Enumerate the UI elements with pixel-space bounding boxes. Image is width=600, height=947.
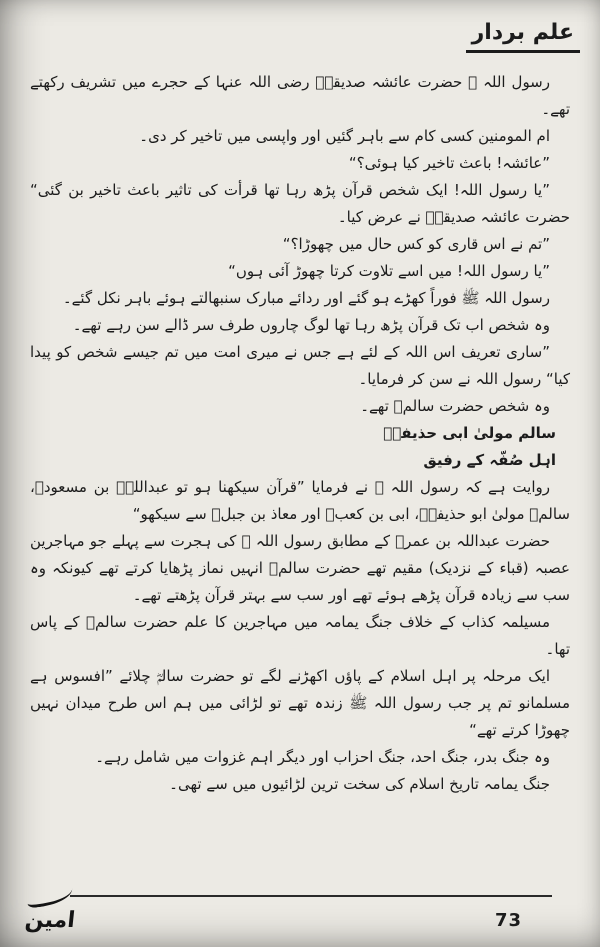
page-body-text: [0, 53, 600, 798]
publisher-logo-text: امین: [23, 908, 77, 933]
footer-divider-line: [70, 895, 552, 897]
paragraph: مسیلمہ کذاب کے خلاف جنگ یمامہ میں مہاجرین کا علم حضرت سالمؓ کے پاس تھا۔: [30, 613, 570, 658]
publisher-logo: [22, 889, 78, 941]
paragraph: وہ شخص حضرت سالمؓ تھے۔: [360, 397, 550, 415]
paragraph: وہ جنگ بدر، جنگ احد، جنگ احزاب اور دیگر اہم غزوات میں شامل رہے۔: [95, 748, 550, 766]
page-number: 73: [494, 910, 522, 931]
paragraph: رسول اللہ ﷺ فوراً کھڑے ہو گئے اور ردائے مبارک سنبھالتے ہوئے باہر نکل گئے۔: [62, 289, 550, 307]
paragraph: روایت ہے کہ رسول اللہ ﷺ نے فرمایا ”قرآن سیکھنا ہو تو عبداللہؓ بن مسعودؓ، سالمؓ مولیٰ ابو حذیفہؓ، ابی بن کعبؓ اور معاذ بن جبلؓ سے سیکھو“: [30, 478, 570, 523]
subheading-salim-maula-abi-huzaifa: سالم مولیٰ ابی حذیفہؓ: [383, 424, 556, 442]
paragraph: ام المومنین کسی کام سے باہر گئیں اور واپسی میں تاخیر کر دی۔: [139, 127, 550, 145]
paragraph: رسول اللہ ﷺ حضرت عائشہ صدیقہؓ رضی اللہ عنہا کے حجرے میں تشریف رکھتے تھے۔: [30, 73, 570, 118]
page-header-title: علم بردار: [466, 20, 580, 53]
paragraph: وہ شخص اب تک قرآن پڑھ رہا تھا لوگ چاروں طرف سر ڈالے سن رہے تھے۔: [72, 316, 550, 334]
paragraph: جنگ یمامہ تاریخ اسلام کی سخت ترین لڑائیوں میں سے تھی۔: [169, 775, 550, 793]
paragraph: ”ساری تعریف اس اللہ کے لئے ہے جس نے میری امت میں تم جیسے شخص کو پیدا کیا“ رسول اللہ نے سن کر فرمایا۔: [30, 343, 570, 388]
paragraph: ”یا رسول اللہ! ایک شخص قرآن پڑھ رہا تھا قرأت کی تاثیر باعث تاخیر بن گئی“ حضرت عائشہ صدیقہؓ نے عرض کیا۔: [30, 181, 570, 226]
paragraph: حضرت عبداللہ بن عمرؓ کے مطابق رسول اللہ ﷺ کی ہجرت سے پہلے جو مہاجرین عصبہ (قباء کے نزدیک) مقیم تھے حضرت سالمؓ انہیں نماز پڑھایا کرتے تھے کیونکہ وہ سب سے زیادہ قرآن پڑھے ہوئے تھے اور سب سے بہتر قرآن پڑھتے تھے۔: [30, 532, 570, 604]
page-header: [0, 0, 600, 53]
paragraph: ”یا رسول اللہ! میں اسے تلاوت کرتا چھوڑ آئی ہوں“: [228, 262, 550, 280]
paragraph: ایک مرحلہ پر اہل اسلام کے پاؤں اکھڑنے لگے تو حضرت سالمؓ چلائے ”افسوس ہے مسلمانو تم پر جب رسول اللہ ﷺ زندہ تھے تو لڑائی میں ہم اس طرح میدان نہیں چھوڑا کرتے تھے“: [30, 667, 570, 739]
paragraph: ”عائشہ! باعث تاخیر کیا ہوئی؟“: [348, 154, 550, 172]
paragraph: ”تم نے اس قاری کو کس حال میں چھوڑا؟“: [282, 235, 550, 253]
subheading-ahl-e-suffa-companion: اہل صُفّہ کے رفیق: [423, 451, 556, 469]
